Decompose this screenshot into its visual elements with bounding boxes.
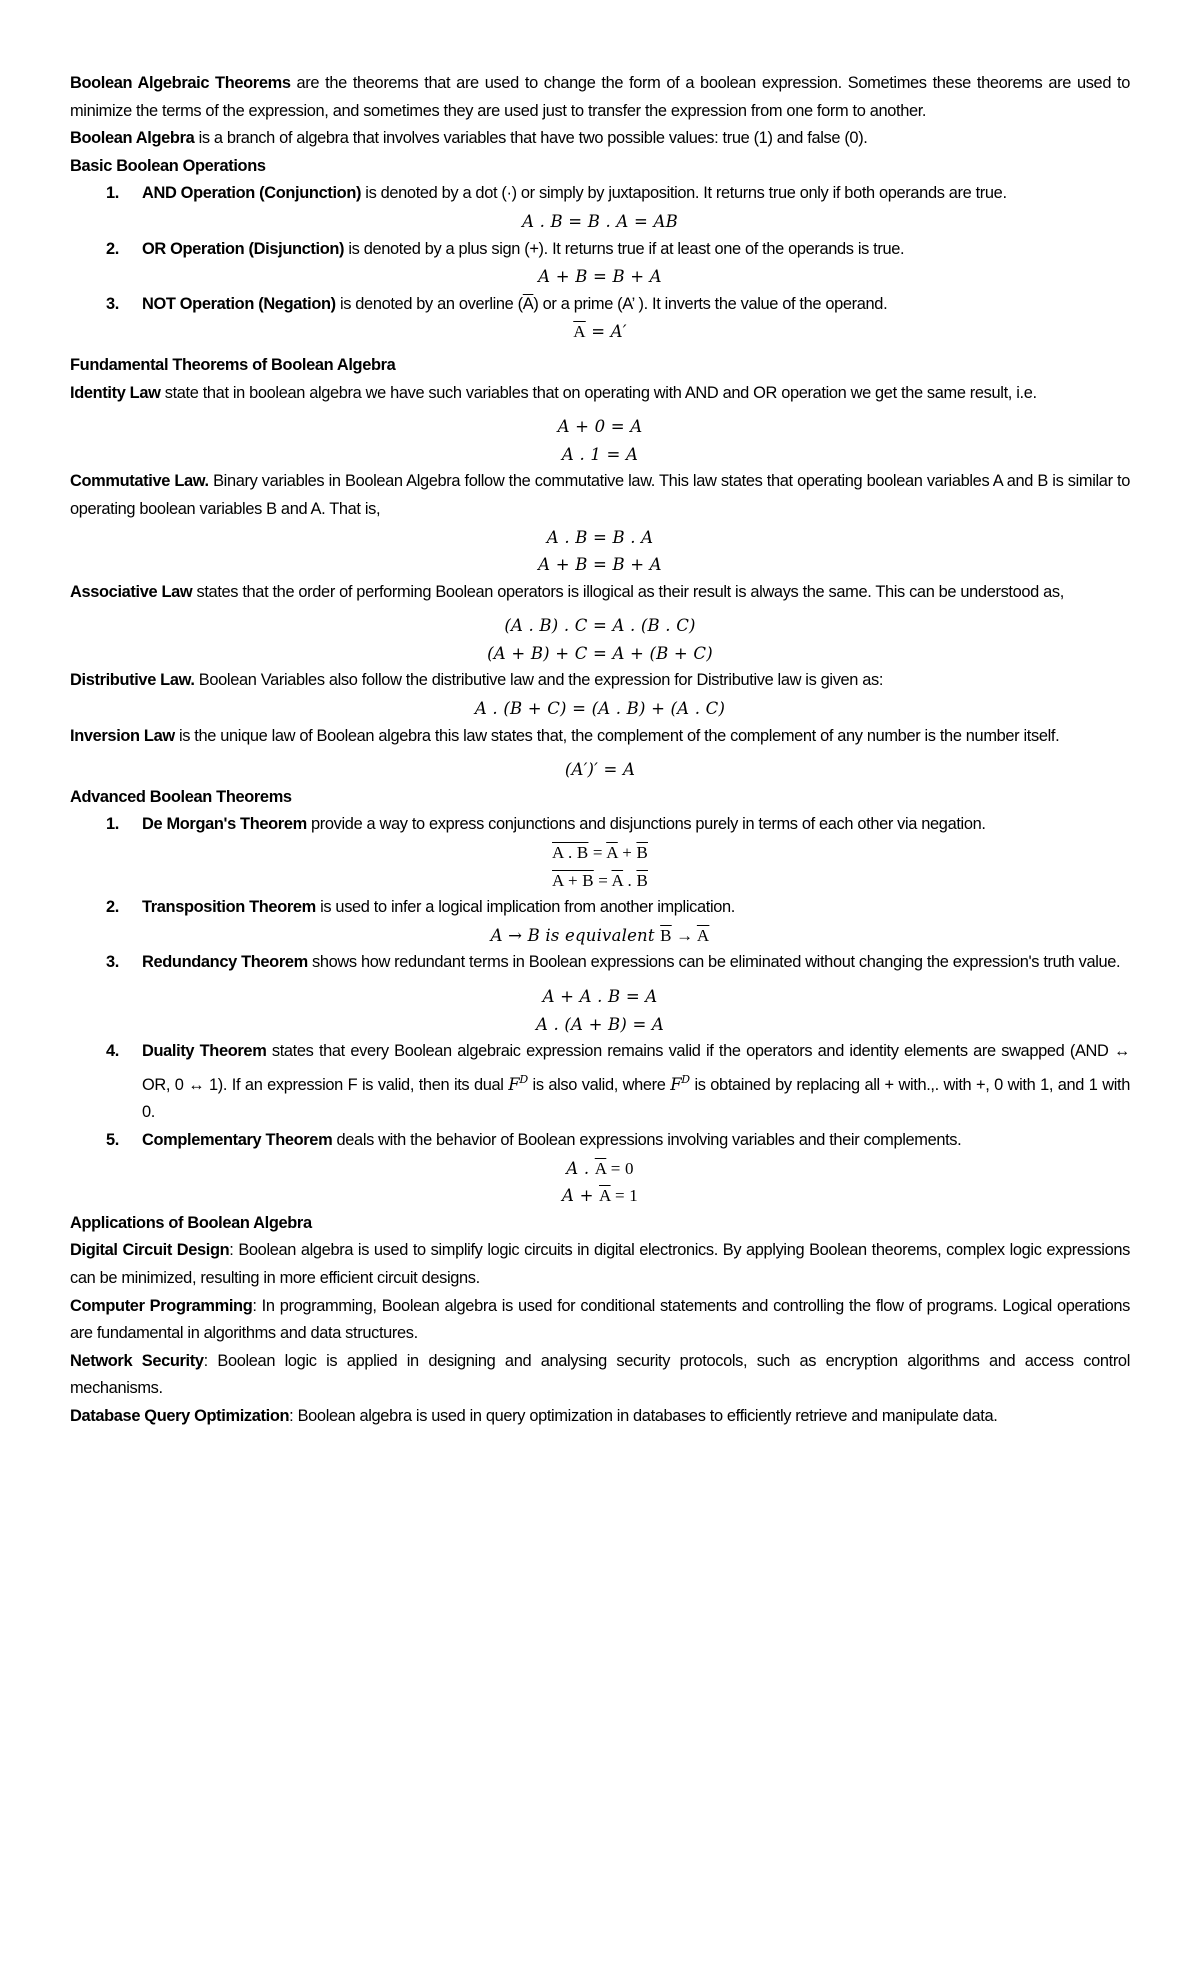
equation-or: A + B = B + A xyxy=(538,267,662,287)
list-item-transposition: 2. Transposition Theorem is used to infer a logical implication from another implication. xyxy=(106,898,735,917)
paragraph-network-security: Network Security: Boolean logic is applied in designing and analysing security protocols, such as encryption algorithms and access control mechanisms. xyxy=(70,1351,1130,1398)
equation-associative-and: (A . B) . C = A . (B . C) xyxy=(504,616,696,636)
paragraph-commutative-law: Commutative Law. Binary variables in Boolean Algebra follow the commutative law. This law states that operating boolean variables A and B is similar to operating boolean variables B and A. That is, xyxy=(70,472,1130,518)
paragraph-distributive-law: Distributive Law. Boolean Variables also follow the distributive law and the expression for Distributive law is given as: xyxy=(70,671,884,690)
equation-associative-or: (A + B) + C = A + (B + C) xyxy=(487,643,713,663)
equation-commutative-or: A + B = B + A xyxy=(538,555,662,575)
list-item-redundancy: 3. Redundancy Theorem shows how redundant terms in Boolean expressions can be eliminated without changing the expression's truth value. xyxy=(106,953,1121,972)
term-boolean-algebra: Boolean Algebra xyxy=(70,129,195,148)
list-item-and-operation: 1. AND Operation (Conjunction) is denoted by a dot (·) or simply by juxtaposition. It returns true only if both operands are true. xyxy=(106,184,1007,203)
overline-symbol: $\overline{A}$ xyxy=(522,294,534,313)
equation-de-morgan-1: A . $B = \overline{A} + \overline{B}$ xyxy=(552,843,648,863)
equation-complementary-and: A . $\overline{A} = 0$ xyxy=(566,1158,634,1178)
equation-identity-and: A . 1 = A xyxy=(561,444,639,464)
equation-identity-or: A + 0 = A xyxy=(557,417,643,437)
list-item-not-operation: 3. NOT Operation (Negation) is denoted by an overline $(\overline{A})$ or a prime (A’ ). It inverts the value of the operand. xyxy=(106,294,888,313)
paragraph-computer-programming: Computer Programming: In programming, Boolean algebra is used for conditional statements and controlling the flow of programs. Logical operations are fundamental in algorithms and data structures. xyxy=(70,1296,1130,1343)
heading-basic-operations: Basic Boolean Operations xyxy=(70,156,266,175)
heading-fundamental-theorems: Fundamental Theorems of Boolean Algebra xyxy=(70,355,396,374)
equation-not: $\overline{A} = A'$ xyxy=(573,322,627,342)
equation-commutative-and: A . B = B . A xyxy=(546,527,654,547)
equation-redundancy-1: A + A . B = A xyxy=(542,987,658,1006)
equation-and: A . B = B . A = AB xyxy=(522,211,678,231)
paragraph-associative-law: Associative Law states that the order of performing Boolean operators is illogical as their result is always the same. This can be understood as, xyxy=(70,582,1064,601)
list-item-or-operation: 2. OR Operation (Disjunction) is denoted by a plus sign (+). It returns true if at least one of the operands is true. xyxy=(106,239,905,258)
equation-de-morgan-2: $A + B = \overline{A}$ . $\overline{B}$ xyxy=(552,870,648,890)
intro-paragraph-theorems: Boolean Algebraic Theorems are the theorems that are used to change the form of a boolean expression. Sometimes these theorems are used to minimize the terms of the expression, and sometimes they are used just to transfer the expression from one form to another. xyxy=(70,74,1131,120)
list-item-duality: 4. Duality Theorem states that every Boolean algebraic expression remains valid if the operators and identity elements are swapped (AND ↔ OR, 0 ↔ 1). If an expression F is valid, then its dual $F^D$ is also valid, where $F^D$ is obtained by replacing all + with.,. with +, 0 with 1, and 1 with 0. xyxy=(106,1042,1130,1122)
heading-advanced-theorems: Advanced Boolean Theorems xyxy=(70,787,292,806)
paragraph-database-query-optimization: Database Query Optimization: Boolean algebra is used in query optimization in databases to efficiently retrieve and manipulate data. xyxy=(70,1406,998,1425)
paragraph-inversion-law: Inversion Law is the unique law of Boolean algebra this law states that, the complement of the complement of any number is the number itself. xyxy=(70,726,1060,745)
paragraph-identity-law: Identity Law state that in boolean algebra we have such variables that on operating with AND and OR operation we get the same result, i.e. xyxy=(70,383,1037,402)
term-boolean-algebraic-theorems: Boolean Algebraic Theorems xyxy=(70,74,291,92)
heading-applications: Applications of Boolean Algebra xyxy=(70,1213,312,1232)
list-item-de-morgan: 1. De Morgan's Theorem provide a way to express conjunctions and disjunctions purely in terms of each other via negation. xyxy=(106,815,986,834)
intro-paragraph-algebra: Boolean Algebra is a branch of algebra that involves variables that have two possible values: true (1) and false (0). xyxy=(70,129,868,148)
equation-transposition: A → B is equivalent $\overline{B} \to \overline{A}$ xyxy=(490,925,710,945)
equation-redundancy-2: A . (A + B) = A xyxy=(535,1014,665,1034)
paragraph-digital-circuit-design: Digital Circuit Design: Boolean algebra is used to simplify logic circuits in digital electronics. By applying Boolean theorems, complex logic expressions can be minimized, resulting in more efficient circuit designs. xyxy=(70,1241,1130,1287)
list-item-complementary: 5. Complementary Theorem deals with the behavior of Boolean expressions involving variables and their complements. xyxy=(106,1130,962,1149)
equation-distributive: A . (B + C) = (A . B) + (A . C) xyxy=(474,699,726,719)
equation-complementary-or: $A + \overline{A} = 1$ xyxy=(562,1186,638,1206)
equation-inversion: (A′)′ = A xyxy=(564,760,636,780)
